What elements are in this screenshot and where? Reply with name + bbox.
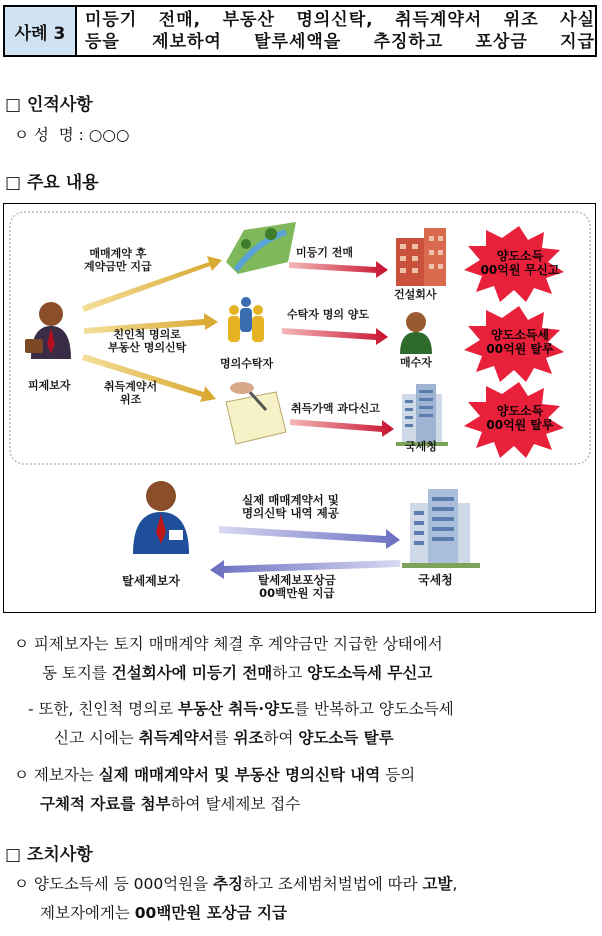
p3-a3: 등의	[380, 766, 416, 784]
buyer-icon	[400, 312, 432, 354]
submit-label-line1: 실제 매매계약서 및	[242, 493, 339, 507]
scheme-diagram	[3, 203, 596, 613]
p3-a1: ㅇ 제보자는	[14, 766, 99, 784]
burst1-text	[478, 249, 562, 277]
construction-label: 건설회사	[394, 288, 437, 301]
tax-office2-label: 국세청	[418, 573, 453, 587]
resale-label: 미등기 전매	[296, 246, 353, 259]
document-signing-icon	[226, 382, 286, 444]
p2-b6: 양도소득 탈루	[298, 729, 394, 747]
arrow-trust-label	[108, 328, 186, 354]
p2-b5: 하여	[263, 729, 299, 747]
p1-b3: 하고	[272, 664, 308, 682]
burst3-text	[478, 404, 562, 432]
case-title-line1: 미등기 전매, 부동산 명의신탁, 취득계약서 위조 사실	[85, 10, 595, 30]
reward-label-line1: 탈세제보포상금	[258, 573, 336, 587]
actions-line2	[14, 899, 457, 928]
section-actions-title: □ 조치사항	[5, 845, 93, 865]
transfer-label: 수탁자 명의 양도	[287, 308, 370, 321]
burst3-text-line1: 양도소득	[496, 404, 544, 418]
p2-b3: 를	[213, 729, 234, 747]
case-title-line2: 등을 제보하여 탈루세액을 추징하고 포상금 지급	[85, 32, 595, 52]
construction-building-icon	[396, 228, 446, 286]
p3-a2: 실제 매매계약서 및 부동산 명의신탁 내역	[98, 766, 381, 784]
case-title	[85, 9, 595, 53]
submit-label	[242, 494, 339, 520]
actions-line1	[14, 870, 457, 899]
p3-b2: 하여 탈세제보 접수	[170, 795, 301, 813]
s3-l1-c: 하고 조세범처벌법에 따라	[242, 875, 423, 893]
s3-l1-a: ㅇ 양도소득세 등 000억원을	[14, 875, 214, 893]
arrow-contract-label-line2: 계약금만 지급	[84, 260, 152, 273]
paragraph-1-line2	[14, 659, 443, 688]
burst2-text	[478, 328, 562, 356]
tax-office-building-large-icon	[402, 489, 480, 568]
whistleblower-label: 탈세제보자	[122, 574, 180, 588]
arrow-transfer	[282, 328, 388, 345]
submit-label-line2: 명의신탁 내역 제공	[242, 506, 339, 520]
paragraph-2-line1	[28, 695, 454, 724]
nominee-label: 명의수탁자	[220, 357, 274, 370]
arrow-forgery-label-line2: 위조	[119, 393, 142, 406]
arrow-forgery-label	[104, 380, 157, 406]
buyer-label: 매수자	[400, 356, 432, 369]
arrow-resale	[289, 261, 388, 278]
paragraph-1-line1: ㅇ 피제보자는 토지 매매계약 체결 후 계약금만 지급한 상태에서	[14, 635, 443, 653]
paragraph-1	[14, 630, 443, 688]
p1-b4: 양도소득세 무신고	[307, 664, 433, 682]
s3-l2-b: 00백만원 포상금 지급	[134, 904, 287, 922]
s3-l1-b: 추징	[213, 875, 243, 893]
p2-a2: 부동산 취득·양도	[178, 700, 295, 718]
nominee-icon	[228, 297, 264, 342]
reward-label	[258, 574, 336, 600]
case-tag: 사례 3	[5, 7, 77, 55]
arrow-overstate	[290, 419, 394, 437]
p2-a1: - 또한, 친인척 명의로	[28, 700, 179, 718]
s3-l1-d: 고발	[422, 875, 453, 893]
tax-office-building-icon	[396, 384, 448, 446]
arrow-trust-label-line2: 부동산 명의신탁	[108, 341, 187, 354]
paragraph-3-line1	[14, 761, 415, 790]
paragraph-2	[28, 695, 454, 753]
p3-b1: 구체적 자료를 첨부	[40, 795, 171, 813]
actions-text	[14, 870, 457, 928]
burst2-text-line2: 00억원 탈루	[486, 342, 554, 356]
p1-b2: 건설회사에 미등기 전매	[111, 664, 273, 682]
whistleblower-icon	[133, 481, 189, 554]
p1-b1: 동 토지를	[42, 664, 112, 682]
burst2-text-line1: 양도소득세	[491, 328, 549, 342]
arrow-contract-label-line1: 매매계약 후	[89, 247, 147, 260]
tax-office-label: 국세청	[405, 440, 437, 453]
land-icon	[226, 222, 296, 274]
p2-b4: 위조	[233, 729, 264, 747]
s3-l1-e: ,	[452, 875, 458, 893]
overstate-label: 취득가액 과다신고	[291, 402, 380, 415]
arrow-contract-label	[84, 247, 152, 273]
burst3-text-line2: 00억원 탈루	[486, 418, 554, 432]
section-main-content-title: □ 주요 내용	[5, 173, 99, 193]
paragraph-3	[14, 761, 415, 819]
arrow-forgery-label-line1: 취득계약서	[104, 380, 158, 393]
burst1-text-line2: 00억원 무신고	[480, 263, 560, 277]
s3-l2-a: 제보자에게는	[40, 904, 135, 922]
name-row: ㅇ 성 명 : ○○○	[14, 126, 130, 144]
reward-label-line2: 00백만원 지급	[259, 586, 335, 600]
p2-b2: 취득계약서	[138, 729, 214, 747]
arrow-trust-label-line1: 친인척 명의로	[113, 328, 181, 341]
reporter-label: 피제보자	[28, 379, 71, 392]
p2-a3: 를 반복하고 양도소득세	[294, 700, 454, 718]
case-header	[3, 5, 597, 57]
paragraph-2-line2	[28, 724, 454, 753]
burst1-text-line1: 양도소득	[496, 249, 544, 263]
paragraph-3-line2	[14, 790, 415, 819]
p2-b1: 신고 시에는	[54, 729, 139, 747]
arrow-submit	[219, 526, 400, 549]
section-personal-info-title: □ 인적사항	[5, 95, 93, 115]
person-icon	[25, 302, 71, 359]
